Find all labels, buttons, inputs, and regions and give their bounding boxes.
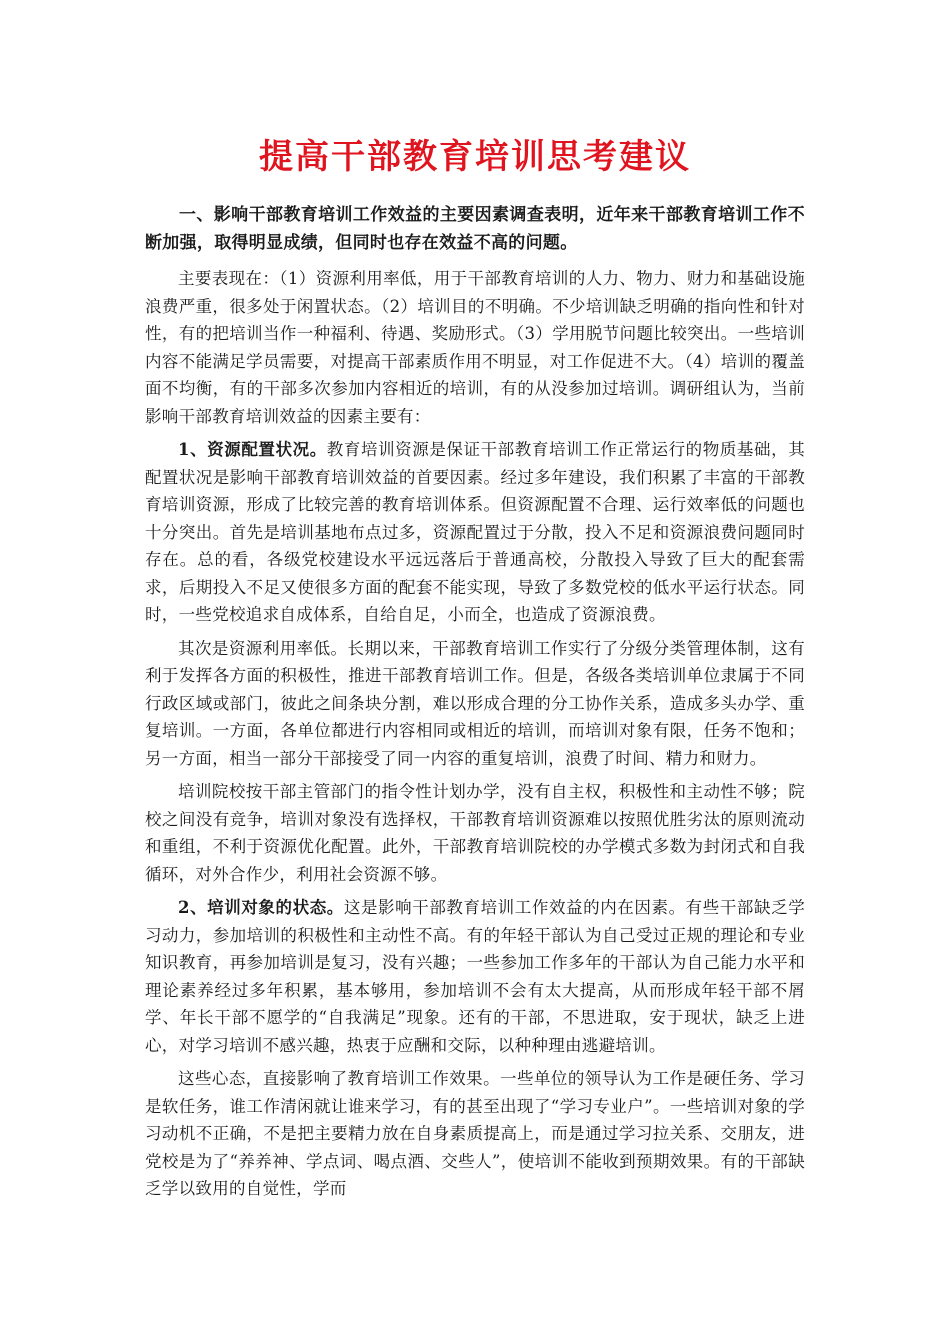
body-paragraph xyxy=(145,436,805,629)
paragraph-text: 这是影响干部教育培训工作效益的内在因素。有些干部缺乏学习动力，参加培训的积极性和主动性不高。有的年轻干部认为自己受过正规的理论和专业知识教育，再参加培训是复习，没有兴趣；一些参加工作多年的干部认为自己能力水平和理论素养经过多年积累，基本够用，参加培训不会有太大提高，从而形成年轻干部不屑学、年长干部不愿学的“自我满足”现象。还有的干部，不思进取，安于现状，缺乏上进心，对学习培训不感兴趣，热衷于应酬和交际，以种种理由逃避培训。 xyxy=(145,898,805,1055)
body-paragraph xyxy=(145,635,805,773)
paragraph-text: 培训院校按干部主管部门的指令性计划办学，没有自主权，积极性和主动性不够；院校之间没有竞争，培训对象没有选择权，干部教育培训资源难以按照优胜劣汰的原则流动和重组，不利于资源优化配置。此外，干部教育培训院校的办学模式多数为封闭式和自我循环，对外合作少，利用社会资源不够。 xyxy=(145,782,805,884)
body-paragraph xyxy=(145,1065,805,1203)
document-title: 提高干部教育培训思考建议 xyxy=(259,137,691,177)
paragraph-lead: 2、培训对象的状态。 xyxy=(178,898,344,917)
section-heading-paragraph xyxy=(145,202,805,257)
body-paragraph xyxy=(145,265,805,430)
paragraph-text: 主要表现在：（1）资源利用率低，用于干部教育培训的人力、物力、财力和基础设施浪费严重，很多处于闲置状态。（2）培训目的不明确。不少培训缺乏明确的指向性和针对性，有的把培训当作一种福利、待遇、奖励形式。（3）学用脱节问题比较突出。一些培训内容不能满足学员需要，对提高干部素质作用不明显，对工作促进不大。（4）培训的覆盖面不均衡，有的干部多次参加内容相近的培训，有的从没参加过培训。调研组认为，当前影响干部教育培训效益的因素主要有： xyxy=(145,269,805,426)
document-page xyxy=(145,130,805,1209)
paragraph-text: 教育培训资源是保证干部教育培训工作正常运行的物质基础，其配置状况是影响干部教育培训效益的首要因素。经过多年建设，我们积累了丰富的干部教育培训资源，形成了比较完善的教育培训体系。但资源配置不合理、运行效率低的问题也十分突出。首先是培训基地布点过多，资源配置过于分散，投入不足和资源浪费问题同时存在。总的看，各级党校建设水平远远落后于普通高校，分散投入导致了巨大的配套需求，后期投入不足又使很多方面的配套不能实现，导致了多数党校的低水平运行状态。同时，一些党校追求自成体系，自给自足，小而全，也造成了资源浪费。 xyxy=(145,440,806,624)
body-paragraph xyxy=(145,778,805,888)
paragraph-text: 其次是资源利用率低。长期以来，干部教育培训工作实行了分级分类管理体制，这有利于发挥各方面的积极性，推进干部教育培训工作。但是，各级各类培训单位隶属于不同行政区域或部门，彼此之间条块分割，难以形成合理的分工协作关系，造成多头办学、重复培训。一方面，各单位都进行内容相同或相近的培训，而培训对象有限，任务不饱和；另一方面，相当一部分干部接受了同一内容的重复培训，浪费了时间、精力和财力。 xyxy=(145,638,805,768)
paragraph-lead: 1、资源配置状况。 xyxy=(178,440,327,459)
paragraph-text: 一、影响干部教育培训工作效益的主要因素调查表明，近年来干部教育培训工作不断加强，取得明显成绩，但同时也存在效益不高的问题。 xyxy=(145,205,805,253)
paragraph-text: 这些心态，直接影响了教育培训工作效果。一些单位的领导认为工作是硬任务、学习是软任务，谁工作清闲就让谁来学习，有的甚至出现了“学习专业户”。一些培训对象的学习动机不正确，不是把主要精力放在自身素质提高上，而是通过学习拉关系、交朋友，进党校是为了“养养神、学点词、喝点酒、交些人”，使培训不能收到预期效果。有的干部缺乏学以致用的自觉性，学而 xyxy=(145,1069,805,1198)
body-paragraph xyxy=(145,894,805,1059)
